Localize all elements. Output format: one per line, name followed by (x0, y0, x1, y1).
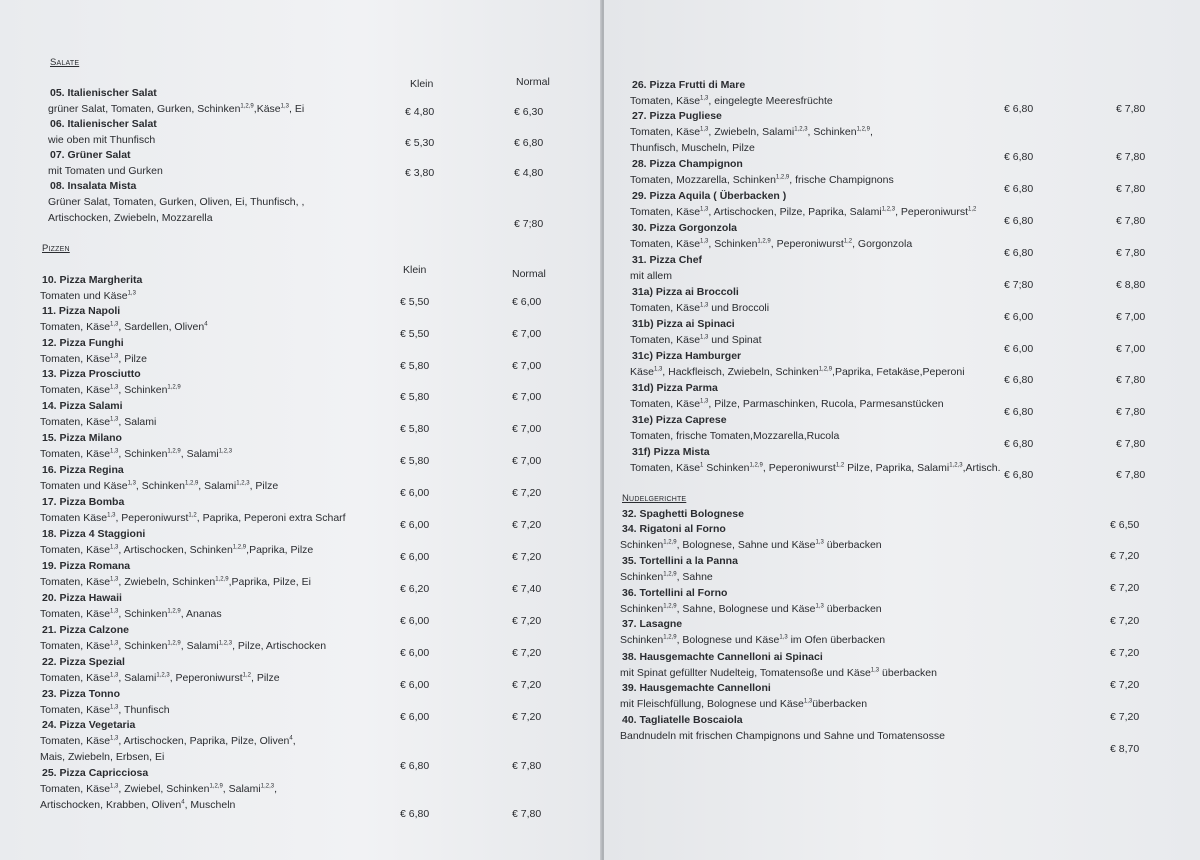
item-name: 34. Rigatoni al Forno (622, 523, 726, 535)
item-description: Tomaten, Käse$^{1,3}$, Artischocken, Schinken$^{1,2,9}$,Paprika, Pilze (40, 544, 314, 556)
item-name: 31b) Pizza ai Spinaci (632, 318, 735, 330)
item-name: 24. Pizza Vegetaria (42, 719, 136, 731)
item-name: 25. Pizza Capricciosa (42, 767, 149, 779)
item-name: 27. Pizza Pugliese (632, 110, 722, 122)
item-description: Bandnudeln mit frischen Champignons und Sahne und Tomatensosse (620, 730, 945, 742)
price-normal: € 7,20 (512, 647, 542, 659)
item-description: Schinken$^{1,2,9}$, Sahne, Bolognese und Käse$^{1,3}$ überbacken (620, 603, 882, 615)
item-description: Grüner Salat, Tomaten, Gurken, Oliven, Ei, Thunfisch, , (48, 196, 305, 208)
item-description: Tomaten, Käse$^1$ Schinken$^{1,2,9}$, Peperoniwurst$^{1,2}$ Pilze, Paprika, Salami$^{1,2,3}$,Artisch. (630, 462, 1001, 474)
price-normal: € 7,00 (512, 328, 542, 340)
price-normal: € 7,80 (1116, 374, 1146, 386)
price-normal: € 7,80 (512, 760, 542, 772)
price-klein: € 6,00 (400, 647, 430, 659)
item-name: 21. Pizza Calzone (42, 624, 129, 636)
item-name: 19. Pizza Romana (42, 560, 131, 572)
price: € 7,20 (1110, 647, 1140, 659)
price-normal: € 7,20 (512, 711, 542, 723)
item-name: 31f) Pizza Mista (632, 446, 710, 458)
price-klein: € 6,80 (1004, 469, 1034, 481)
price-klein: € 6,00 (400, 711, 430, 723)
item-description: Tomaten, Käse$^{1,3}$, Schinken$^{1,2,9}$, Salami$^{1,2,3}$ (40, 448, 233, 460)
price-normal: € 7,00 (512, 455, 542, 467)
item-name: 06. Italienischer Salat (50, 118, 157, 130)
item-description: Tomaten, Käse$^{1,3}$, Schinken$^{1,2,9}$, Peperoniwurst$^{1,2}$, Gorgonzola (630, 238, 913, 250)
item-description: Thunfisch, Muscheln, Pilze (630, 142, 755, 154)
item-name: 10. Pizza Margherita (42, 274, 143, 286)
item-name: 12. Pizza Funghi (42, 337, 124, 349)
price-klein: € 6,80 (1004, 438, 1034, 450)
price-klein: € 6,80 (1004, 183, 1034, 195)
price-normal: € 7,00 (1116, 311, 1146, 323)
price: € 7,20 (1110, 679, 1140, 691)
price-klein: € 7;80 (1004, 279, 1034, 291)
item-description: Tomaten, Käse$^{1,3}$, Schinken$^{1,2,9}$, Ananas (40, 608, 222, 620)
item-name: 17. Pizza Bomba (42, 496, 125, 508)
item-name: 18. Pizza 4 Staggioni (42, 528, 146, 540)
item-description: Mais, Zwiebeln, Erbsen, Ei (40, 751, 165, 763)
item-description: Tomaten, Käse$^{1,3}$, Zwiebel, Schinken$^{1,2,9}$, Salami$^{1,2,3}$, (40, 783, 278, 795)
price-klein: € 6,00 (400, 519, 430, 531)
item-name: 07. Grüner Salat (50, 149, 131, 161)
price-klein: € 6,00 (400, 679, 430, 691)
item-description: Tomaten, Käse$^{1,3}$, Salami$^{1,2,3}$, Peperoniwurst$^{1,2}$, Pilze (40, 672, 280, 684)
price-normal: € 7,80 (512, 808, 542, 820)
item-description: Tomaten und Käse$^{1,3}$, Schinken$^{1,2,9}$, Salami$^{1,2,3}$, Pilze (40, 480, 279, 492)
section-heading-salate: Salate (50, 57, 80, 68)
item-description: Artischocken, Krabben, Oliven$^4$, Muscheln (40, 799, 236, 811)
price-klein: € 6,80 (400, 760, 430, 772)
price-normal: € 6,80 (514, 137, 544, 149)
item-description: mit Tomaten und Gurken (48, 165, 163, 177)
item-name: 36. Tortellini al Forno (622, 587, 728, 599)
price-normal: € 7,20 (512, 615, 542, 627)
price-klein: € 6,00 (400, 551, 430, 563)
price: € 6,50 (1110, 519, 1140, 531)
item-description: grüner Salat, Tomaten, Gurken, Schinken$^{1,2,9}$,Käse$^{1,3}$, Ei (48, 103, 305, 115)
item-name: 31c) Pizza Hamburger (632, 350, 742, 362)
price-normal: € 7,00 (512, 423, 542, 435)
item-description: Tomaten, Käse$^{1,3}$, Pilze (40, 353, 147, 365)
item-description: Artischocken, Zwiebeln, Mozzarella (48, 212, 213, 224)
price: € 7,20 (1110, 711, 1140, 723)
item-description: Tomaten, Mozzarella, Schinken$^{1,2,9}$, frische Champignons (630, 174, 894, 186)
column-header-klein: Klein (410, 78, 434, 90)
item-name: 05. Italienischer Salat (50, 87, 157, 99)
item-name: 08. Insalata Mista (50, 180, 137, 192)
price-normal: € 7,80 (1116, 103, 1146, 115)
item-name: 31e) Pizza Caprese (632, 414, 727, 426)
item-description: Tomaten, Käse$^{1,3}$, Thunfisch (40, 704, 170, 716)
price: € 8,70 (1110, 743, 1140, 755)
price-normal: € 7,20 (512, 679, 542, 691)
price-klein: € 6,80 (1004, 103, 1034, 115)
item-description: Tomaten, Käse$^{1,3}$, Schinken$^{1,2,9}$, Salami$^{1,2,3}$, Pilze, Artischocken (40, 640, 327, 652)
price-klein: € 6,00 (400, 615, 430, 627)
price-klein: € 6,80 (1004, 151, 1034, 163)
price-normal: € 6,30 (514, 106, 544, 118)
column-header-klein: Klein (403, 264, 427, 276)
price-klein: € 6,80 (1004, 215, 1034, 227)
price-klein: € 5,50 (400, 328, 430, 340)
item-description: Tomaten, Käse$^{1,3}$, Salami (40, 416, 157, 428)
column-header-normal: Normal (512, 268, 546, 280)
price-klein: € 5,80 (400, 455, 430, 467)
price-normal: € 7,40 (512, 583, 542, 595)
item-name: 32. Spaghetti Bolognese (622, 508, 744, 520)
price: € 7,20 (1110, 615, 1140, 627)
price-normal: € 7,00 (512, 360, 542, 372)
price-normal: € 7,80 (1116, 406, 1146, 418)
section-heading-pizzen: Pizzen (42, 243, 70, 254)
price-normal: € 8,80 (1116, 279, 1146, 291)
item-description: Tomaten, Käse$^{1,3}$, Pilze, Parmaschinken, Rucola, Parmesanstücken (630, 398, 944, 410)
price-normal: € 4,80 (514, 167, 544, 179)
price-klein: € 4,80 (405, 106, 435, 118)
price-klein: € 6,80 (400, 808, 430, 820)
price-klein: € 6,00 (1004, 311, 1034, 323)
price-klein: € 6,00 (400, 487, 430, 499)
item-description: Tomaten und Käse$^{1,3}$ (40, 290, 136, 302)
price-klein: € 6,80 (1004, 247, 1034, 259)
item-description: Tomaten, Käse$^{1,3}$, Zwiebeln, Salami$^{1,2,3}$, Schinken$^{1,2,9}$, (630, 126, 873, 138)
item-name: 26. Pizza Frutti di Mare (632, 79, 746, 91)
price-normal: € 7,80 (1116, 183, 1146, 195)
item-description: Tomaten, Käse$^{1,3}$, Schinken$^{1,2,9}$ (40, 384, 181, 396)
item-name: 20. Pizza Hawaii (42, 592, 122, 604)
item-name: 29. Pizza Aquila ( Überbacken ) (632, 190, 787, 202)
price-normal: € 7;80 (514, 218, 544, 230)
price-klein: € 5,50 (400, 296, 430, 308)
item-description: Schinken$^{1,2,9}$, Sahne (620, 571, 713, 583)
price: € 7,20 (1110, 550, 1140, 562)
price-normal: € 6,00 (512, 296, 542, 308)
item-name: 37. Lasagne (622, 618, 683, 630)
item-description: Tomaten, Käse$^{1,3}$ und Spinat (630, 334, 762, 346)
price-normal: € 7,80 (1116, 215, 1146, 227)
item-description: wie oben mit Thunfisch (48, 134, 156, 146)
item-description: Tomaten, Käse$^{1,3}$ und Broccoli (630, 302, 770, 314)
price: € 7,20 (1110, 582, 1140, 594)
price-normal: € 7,20 (512, 551, 542, 563)
price-klein: € 5,80 (400, 391, 430, 403)
item-name: 28. Pizza Champignon (632, 158, 743, 170)
item-description: Tomaten, Käse$^{1,3}$, Sardellen, Oliven$^4$ (40, 321, 208, 333)
item-name: 16. Pizza Regina (42, 464, 124, 476)
menu-page-right (604, 0, 1200, 860)
item-name: 31a) Pizza ai Broccoli (632, 286, 739, 298)
item-name: 35. Tortellini a la Panna (622, 555, 738, 567)
item-description: Käse$^{1,3}$, Hackfleisch, Zwiebeln, Schinken$^{1,2,9}$,Paprika, Fetakäse,Peperoni (630, 366, 965, 378)
item-name: 22. Pizza Spezial (42, 656, 125, 668)
item-description: Tomaten, Käse$^{1,3}$, eingelegte Meeresfrüchte (630, 95, 833, 107)
price-normal: € 7,20 (512, 487, 542, 499)
price-normal: € 7,80 (1116, 247, 1146, 259)
price-klein: € 3,80 (405, 167, 435, 179)
price-klein: € 6,80 (1004, 406, 1034, 418)
price-klein: € 5,30 (405, 137, 435, 149)
item-description: Tomaten, frische Tomaten,Mozzarella,Rucola (630, 430, 840, 442)
section-heading-nudelgerichte: Nudelgerichte (622, 493, 687, 504)
price-normal: € 7,00 (1116, 343, 1146, 355)
item-description: Tomaten, Käse$^{1,3}$, Artischocken, Pilze, Paprika, Salami$^{1,2,3}$, Peperoniwurst$^{1,2}$ (630, 206, 977, 218)
item-name: 15. Pizza Milano (42, 432, 122, 444)
price-klein: € 6,80 (1004, 374, 1034, 386)
item-name: 39. Hausgemachte Cannelloni (622, 682, 771, 694)
item-name: 14. Pizza Salami (42, 400, 123, 412)
item-name: 23. Pizza Tonno (42, 688, 120, 700)
price-normal: € 7,80 (1116, 469, 1146, 481)
item-description: mit allem (630, 270, 673, 282)
item-name: 38. Hausgemachte Cannelloni ai Spinaci (622, 651, 823, 663)
price-normal: € 7,80 (1116, 438, 1146, 450)
item-description: mit Spinat gefüllter Nudelteig, Tomatensoße und Käse$^{1,3}$ überbacken (620, 667, 937, 679)
item-name: 31. Pizza Chef (632, 254, 703, 266)
item-description: Schinken$^{1,2,9}$, Bolognese, Sahne und Käse$^{1,3}$ überbacken (620, 539, 882, 551)
item-description: Tomaten, Käse$^{1,3}$, Zwiebeln, Schinken$^{1,2,9}$,Paprika, Pilze, Ei (40, 576, 311, 588)
item-name: 40. Tagliatelle Boscaiola (622, 714, 743, 726)
price-normal: € 7,20 (512, 519, 542, 531)
item-description: Tomaten Käse$^{1,3}$, Peperoniwurst$^{1,2}$, Paprika, Peperoni extra Scharf (40, 512, 346, 524)
item-name: 30. Pizza Gorgonzola (632, 222, 738, 234)
price-klein: € 6,20 (400, 583, 430, 595)
price-normal: € 7,00 (512, 391, 542, 403)
price-klein: € 5,80 (400, 423, 430, 435)
item-name: 13. Pizza Prosciutto (42, 368, 141, 380)
column-header-normal: Normal (516, 76, 550, 88)
item-name: 31d) Pizza Parma (632, 382, 718, 394)
item-description: mit Fleischfüllung, Bolognese und Käse$^{1,3}$überbacken (620, 698, 868, 710)
item-description: Schinken$^{1,2,9}$, Bolognese und Käse$^{1,3}$ im Ofen überbacken (620, 634, 886, 646)
price-klein: € 5,80 (400, 360, 430, 372)
item-name: 11. Pizza Napoli (42, 305, 121, 317)
item-description: Tomaten, Käse$^{1,3}$, Artischocken, Paprika, Pilze, Oliven$^4$, (40, 735, 296, 747)
price-normal: € 7,80 (1116, 151, 1146, 163)
price-klein: € 6,00 (1004, 343, 1034, 355)
